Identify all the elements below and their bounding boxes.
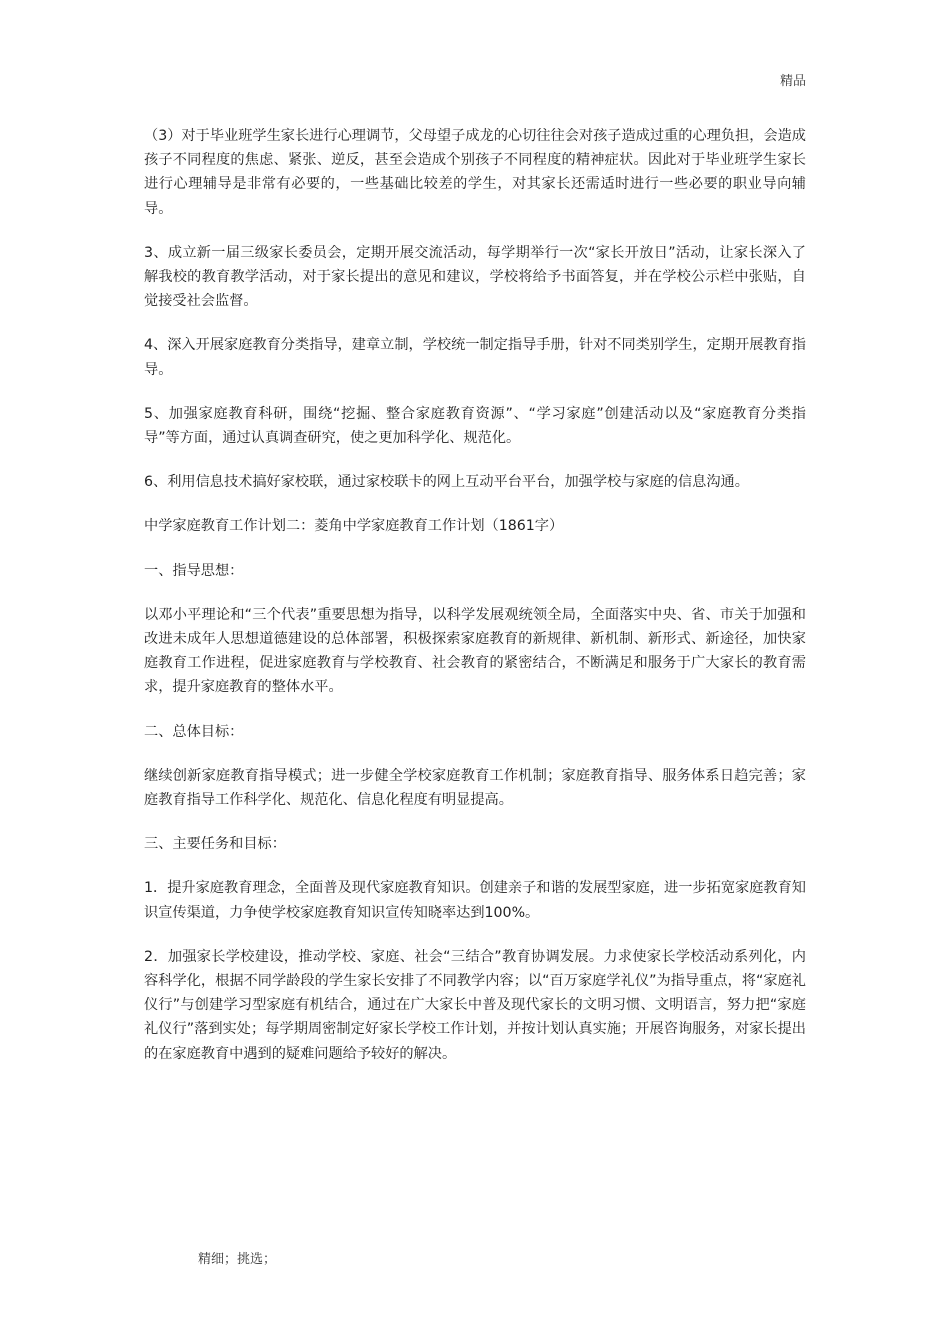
paragraph-parent-committee: 3、成立新一届三级家长委员会，定期开展交流活动，每学期举行一次“家长开放日”活动，让家长深入了解我校的教育教学活动，对于家长提出的意见和建议，学校将给予书面答复，并在学校公示栏中张贴，自觉接受社会监督。 [144,244,806,310]
plan-two-title: 中学家庭教育工作计划二：菱角中学家庭教育工作计划（1861字） [144,518,564,535]
header-mark: 精品 [779,74,806,89]
paragraph-task-two: 2．加强家长学校建设，推动学校、家庭、社会“三结合”教育协调发展。力求使家长学校活动系列化，内容科学化，根据不同学龄段的学生家长安排了不同教学内容；以“百万家庭学礼仪”为指导重点，将“家庭礼仪行”与创建学习型家庭有机结合，通过在广大家长中普及现代家长的文明习惯、文明语言，努力把“家庭礼仪行”落到实处；每学期周密制定好家长学校工作计划，并按计划认真实施；开展咨询服务，对家长提出的在家庭教育中遇到的疑难问题给予较好的解决。 [144,948,806,1062]
paragraph-home-school-communication: 6、利用信息技术搞好家校联，通过家校联卡的网上互动平台平台，加强学校与家庭的信息沟通。 [144,474,749,491]
section-overall-goals: 二、总体目标： [144,723,244,740]
document-body [144,124,806,1086]
paragraph-graduating-parents-counseling: （3）对于毕业班学生家长进行心理调节，父母望子成龙的心切往往会对孩子造成过重的心理负担，会造成孩子不同程度的焦虑、紧张、逆反，甚至会造成个别孩子不同程度的精神症状。因此对于毕业班学生家长进行心理辅导是非常有必要的，一些基础比较差的学生，对其家长还需适时进行一些必要的职业导向辅导。 [144,128,806,217]
paragraph-overall-goals: 继续创新家庭教育指导模式；进一步健全学校家庭教育工作机制；家庭教育指导、服务体系日趋完善；家庭教育指导工作科学化、规范化、信息化程度有明显提高。 [144,767,806,809]
paragraph-task-one: 1．提升家庭教育理念，全面普及现代家庭教育知识。创建亲子和谐的发展型家庭，进一步拓宽家庭教育知识宣传渠道，力争使学校家庭教育知识宣传知晓率达到100%。 [144,880,806,921]
paragraph-guiding-ideology: 以邓小平理论和“三个代表”重要思想为指导，以科学发展观统领全局，全面落实中央、省、市关于加强和改进未成年人思想道德建设的总体部署，积极探索家庭教育的新规律、新机制、新形式、新途径，加快家庭教育工作进程，促进家庭教育与学校教育、社会教育的紧密结合，不断满足和服务于广大家长的教育需求，提升家庭教育的整体水平。 [144,606,806,696]
section-guiding-ideology: 一、指导思想： [144,562,244,579]
paragraph-classified-guidance: 4、深入开展家庭教育分类指导，建章立制，学校统一制定指导手册，针对不同类别学生，定期开展教育指导。 [144,337,806,378]
paragraph-family-education-research: 5、加强家庭教育科研，围绕“挖掘、整合家庭教育资源”、“学习家庭”创建活动以及“家庭教育分类指导”等方面，通过认真调查研究，使之更加科学化、规范化。 [144,405,806,447]
section-main-tasks: 三、主要任务和目标： [144,836,286,853]
footer-mark: 精细；挑选； [198,1252,277,1267]
